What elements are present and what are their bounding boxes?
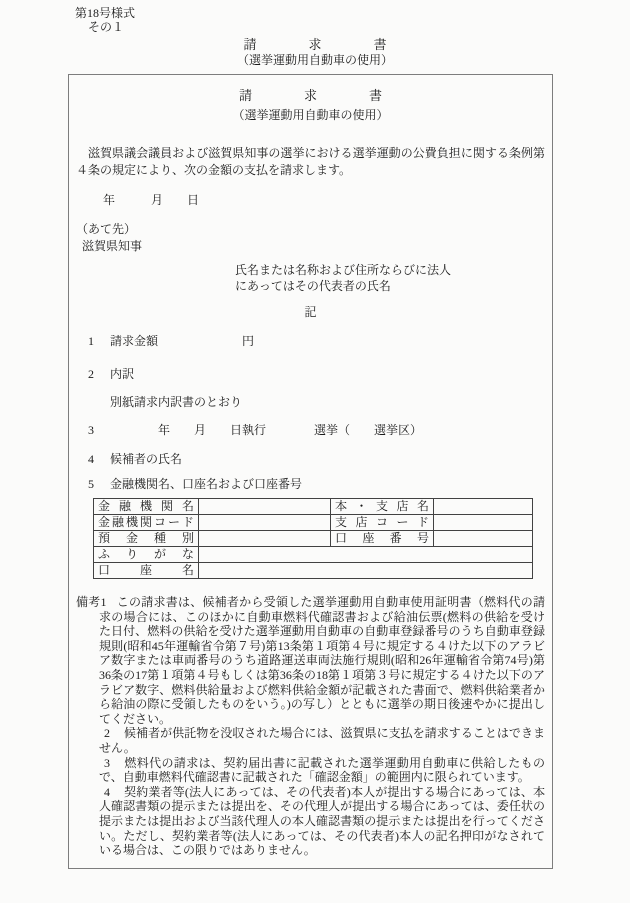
remark-item-2 bbox=[99, 726, 545, 755]
bank-code-label: 金融機関コード bbox=[94, 515, 199, 531]
bank-name-value bbox=[199, 499, 331, 515]
table-row bbox=[94, 531, 533, 547]
item-text: 別紙請求内訳書のとおり bbox=[110, 395, 243, 409]
item-breakdown-detail bbox=[88, 394, 545, 411]
remark-text: この請求書は、候補者から受領した選挙運動用自動車使用証明書（燃料代の請求の場合には、このほかに自動車燃料代確認書および給油伝票(燃料の供給を受けた日付、燃料の供給を受けた選挙運動用自動車の自動車登録番号のうち自動車登録規則(昭和45年運輸省令第７号)第13条第１項第４号に規定する４けた以下のアラビア数字または車両番号のうち道路運送車両法施行規則(昭和26年運輸省令第74号)第36条の17第１項第４号もしくは第36条の18第１項第３号に規定する４けた以下のアラビア数字、燃料供給量および燃料供給金額が記載された書面で、燃料供給業者から給油の際に受領したものをいう。)の写し）とともに選挙の期日後速やかに提出してください。 bbox=[99, 595, 545, 726]
branch-name-value bbox=[434, 499, 533, 515]
furigana-label: ふりがな bbox=[94, 547, 199, 563]
branch-code-label: 支店コード bbox=[331, 515, 434, 531]
account-name-label: 口座名 bbox=[94, 563, 199, 579]
item-number: 4 bbox=[88, 452, 94, 466]
item-number: 1 bbox=[88, 334, 94, 348]
bank-account-table bbox=[93, 498, 533, 579]
date-line: 年 月 日 bbox=[103, 193, 200, 207]
deposit-type-label: 預金種別 bbox=[94, 531, 199, 547]
remark-label: 備考1 bbox=[76, 595, 107, 609]
deposit-type-value bbox=[199, 531, 331, 547]
form-title: 請 求 書 bbox=[238, 88, 382, 103]
item-bank-info bbox=[88, 476, 545, 493]
account-name-value bbox=[199, 563, 533, 579]
remark-item-4 bbox=[99, 785, 545, 858]
item-breakdown bbox=[88, 366, 545, 383]
item-text: 候補者の氏名 bbox=[110, 452, 183, 466]
document-title: 請 求 書 bbox=[243, 37, 387, 52]
account-number-label: 口座番号 bbox=[331, 531, 434, 547]
item-number: 5 bbox=[88, 477, 94, 491]
item-text: 金融機関名、口座名および口座番号 bbox=[110, 477, 303, 491]
form-number: 第18号様式 bbox=[75, 6, 136, 20]
item-claim-amount bbox=[88, 333, 545, 350]
table-row bbox=[94, 563, 533, 579]
item-number: 3 bbox=[88, 423, 94, 437]
signer-note-line1: 氏名または名称および住所ならびに法人 bbox=[235, 263, 452, 277]
item-number: 2 bbox=[88, 367, 94, 381]
remark-text: 契約業者等(法人にあっては、その代表者)本人が提出する場合にあっては、本人確認書類の提示または提出を、その代理人が提出する場合にあっては、委任状の提示または提出および当該代理人の本人確認書類の提示または提出を行ってください。ただし、契約業者等(法人にあっては、その代表者)本人の記名押印がなされている場合は、この限りではありません。 bbox=[99, 784, 545, 858]
record-mark: 記 bbox=[304, 305, 317, 319]
signer-note bbox=[235, 263, 545, 294]
form-branch-number: その１ bbox=[88, 20, 125, 34]
table-row bbox=[94, 515, 533, 531]
remark-number: 4 bbox=[104, 784, 110, 799]
form-subtitle: （選挙運動用自動車の使用） bbox=[232, 108, 389, 122]
branch-name-label: 本・支店名 bbox=[331, 499, 434, 515]
remark-text: 燃料代の請求は、契約届出書に記載された選挙運動用自動車に供給したもので、自動車燃料代確認書に記載された「確認金額」の範囲内に限られています。 bbox=[99, 755, 545, 785]
item-text: 年 月 日執行 選挙（ 選挙区） bbox=[110, 423, 423, 437]
addressee-label: （あて先） bbox=[76, 222, 137, 236]
intro-paragraph: 滋賀県議会議員および滋賀県知事の選挙における選挙運動の公費負担に関する条例第４条の規定により、次の金額の支払を請求します。 bbox=[76, 146, 545, 177]
remark-text: 候補者が供託物を没収された場合には、滋賀県に支払を請求することはできません。 bbox=[99, 726, 545, 755]
remark-number: 2 bbox=[104, 726, 110, 741]
remark-item-3 bbox=[99, 756, 545, 785]
remarks-section bbox=[76, 595, 545, 858]
item-text: 請求金額 円 bbox=[110, 334, 255, 348]
document-subtitle: （選挙運動用自動車の使用） bbox=[236, 53, 393, 67]
branch-code-value bbox=[434, 515, 533, 531]
item-candidate-name bbox=[88, 451, 545, 468]
table-row bbox=[94, 547, 533, 563]
form-box bbox=[68, 74, 553, 869]
bank-name-label: 金融機関名 bbox=[94, 499, 199, 515]
furigana-value bbox=[199, 547, 533, 563]
table-row bbox=[94, 499, 533, 515]
bank-code-value bbox=[199, 515, 331, 531]
remark-number: 3 bbox=[104, 755, 110, 770]
item-text: 内訳 bbox=[110, 367, 135, 381]
remark-item-1 bbox=[76, 595, 545, 726]
addressee-name: 滋賀県知事 bbox=[82, 239, 143, 253]
signer-note-line2: にあってはその代表者の氏名 bbox=[235, 278, 391, 293]
item-election-date bbox=[88, 422, 545, 439]
account-number-value bbox=[434, 531, 533, 547]
